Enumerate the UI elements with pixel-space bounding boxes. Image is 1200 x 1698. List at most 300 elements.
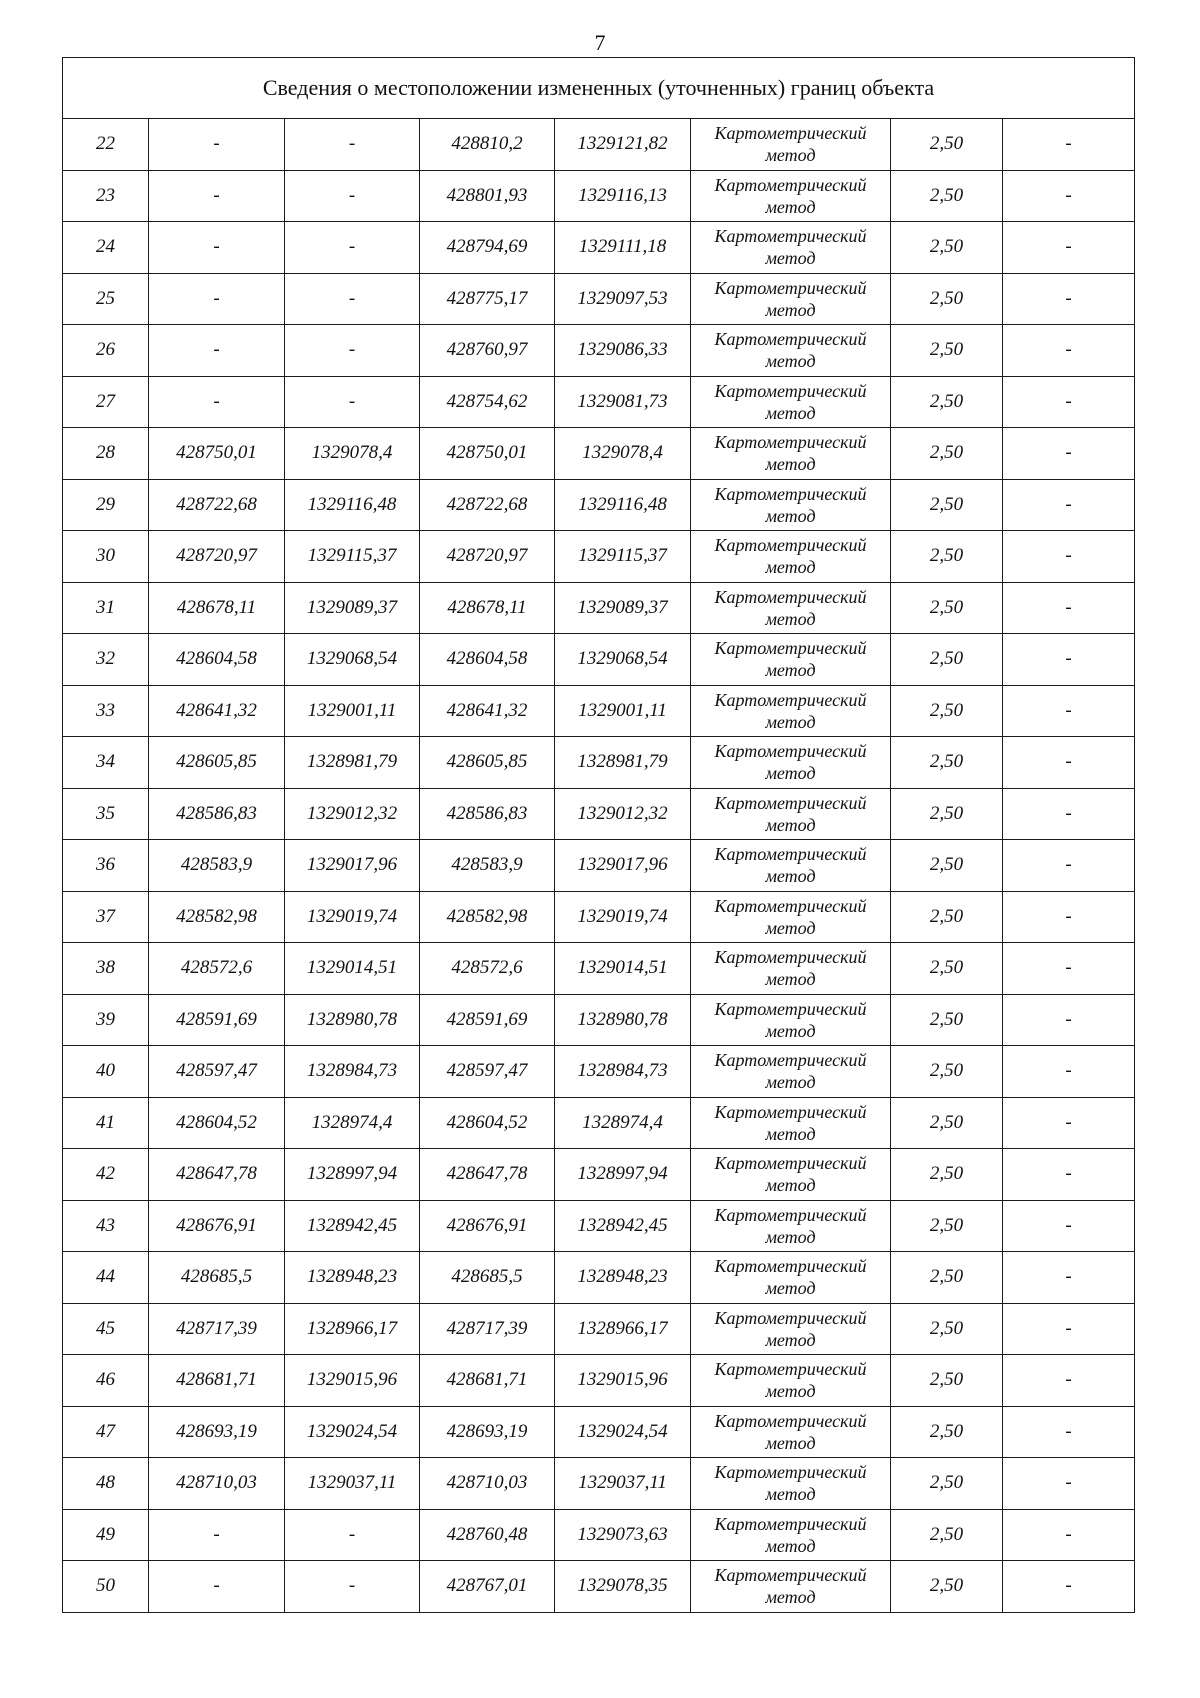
- existing-y-cell: -: [285, 325, 420, 377]
- refined-y-cell: 1329121,82: [555, 119, 691, 171]
- table-row: [63, 531, 1135, 583]
- accuracy-cell: 2,50: [891, 1097, 1003, 1149]
- note-cell: -: [1003, 531, 1135, 583]
- method-label-line1: Картометрический: [714, 638, 867, 659]
- method-cell: [691, 1458, 891, 1510]
- existing-x-cell: 428582,98: [149, 891, 285, 943]
- refined-x-cell: 428810,2: [420, 119, 555, 171]
- accuracy-cell: 2,50: [891, 119, 1003, 171]
- note-cell: -: [1003, 634, 1135, 686]
- note-cell: -: [1003, 1561, 1135, 1613]
- method-label-line2: метод: [765, 711, 816, 732]
- refined-x-cell: 428775,17: [420, 273, 555, 325]
- existing-x-cell: -: [149, 222, 285, 274]
- note-cell: -: [1003, 891, 1135, 943]
- accuracy-cell: 2,50: [891, 788, 1003, 840]
- refined-x-cell: 428605,85: [420, 737, 555, 789]
- method-label-line2: метод: [765, 1484, 816, 1505]
- point-number-cell: 30: [63, 531, 149, 583]
- method-label-line2: метод: [765, 608, 816, 629]
- existing-y-cell: 1329089,37: [285, 582, 420, 634]
- method-label-line2: метод: [765, 351, 816, 372]
- method-cell: [691, 119, 891, 171]
- refined-y-cell: 1329073,63: [555, 1509, 691, 1561]
- method-label-line2: метод: [765, 1020, 816, 1041]
- accuracy-cell: 2,50: [891, 325, 1003, 377]
- method-label-line1: Картометрический: [714, 1101, 867, 1122]
- method-label-line1: Картометрический: [714, 1256, 867, 1277]
- method-cell: [691, 1355, 891, 1407]
- existing-y-cell: 1329017,96: [285, 840, 420, 892]
- existing-y-cell: 1329078,4: [285, 428, 420, 480]
- method-cell: [691, 1406, 891, 1458]
- point-number-cell: 28: [63, 428, 149, 480]
- method-label-line1: Картометрический: [714, 535, 867, 556]
- method-cell: [691, 1097, 891, 1149]
- existing-y-cell: 1329001,11: [285, 685, 420, 737]
- existing-x-cell: 428591,69: [149, 994, 285, 1046]
- refined-x-cell: 428604,58: [420, 634, 555, 686]
- existing-x-cell: 428693,19: [149, 1406, 285, 1458]
- method-label-line1: Картометрический: [714, 1565, 867, 1586]
- existing-x-cell: -: [149, 1509, 285, 1561]
- method-label-line1: Картометрический: [714, 586, 867, 607]
- accuracy-cell: 2,50: [891, 1252, 1003, 1304]
- method-label-line2: метод: [765, 763, 816, 784]
- method-label-line2: метод: [765, 196, 816, 217]
- point-number-cell: 44: [63, 1252, 149, 1304]
- method-cell: [691, 840, 891, 892]
- method-label-line2: метод: [765, 1381, 816, 1402]
- existing-y-cell: 1329115,37: [285, 531, 420, 583]
- method-label-line2: метод: [765, 1072, 816, 1093]
- refined-x-cell: 428767,01: [420, 1561, 555, 1613]
- refined-x-cell: 428685,5: [420, 1252, 555, 1304]
- accuracy-cell: 2,50: [891, 685, 1003, 737]
- existing-y-cell: 1328948,23: [285, 1252, 420, 1304]
- refined-y-cell: 1329089,37: [555, 582, 691, 634]
- accuracy-cell: 2,50: [891, 840, 1003, 892]
- refined-x-cell: 428676,91: [420, 1200, 555, 1252]
- accuracy-cell: 2,50: [891, 222, 1003, 274]
- refined-x-cell: 428760,97: [420, 325, 555, 377]
- method-cell: [691, 685, 891, 737]
- accuracy-cell: 2,50: [891, 170, 1003, 222]
- existing-x-cell: -: [149, 325, 285, 377]
- accuracy-cell: 2,50: [891, 531, 1003, 583]
- existing-x-cell: 428586,83: [149, 788, 285, 840]
- existing-y-cell: 1329014,51: [285, 943, 420, 995]
- existing-x-cell: -: [149, 119, 285, 171]
- method-label-line2: метод: [765, 917, 816, 938]
- point-number-cell: 45: [63, 1303, 149, 1355]
- method-label-line2: метод: [765, 299, 816, 320]
- point-number-cell: 29: [63, 479, 149, 531]
- existing-y-cell: 1329037,11: [285, 1458, 420, 1510]
- table-row: [63, 1458, 1135, 1510]
- method-label-line1: Картометрический: [714, 792, 867, 813]
- method-label-line1: Картометрический: [714, 741, 867, 762]
- refined-x-cell: 428597,47: [420, 1046, 555, 1098]
- note-cell: -: [1003, 1097, 1135, 1149]
- existing-y-cell: 1329024,54: [285, 1406, 420, 1458]
- refined-x-cell: 428572,6: [420, 943, 555, 995]
- method-label-line1: Картометрический: [714, 174, 867, 195]
- note-cell: -: [1003, 170, 1135, 222]
- refined-y-cell: 1328984,73: [555, 1046, 691, 1098]
- point-number-cell: 33: [63, 685, 149, 737]
- table-row: [63, 1046, 1135, 1098]
- point-number-cell: 43: [63, 1200, 149, 1252]
- method-label-line2: метод: [765, 866, 816, 887]
- method-label-line1: Картометрический: [714, 1307, 867, 1328]
- note-cell: -: [1003, 479, 1135, 531]
- method-label-line1: Картометрический: [714, 432, 867, 453]
- accuracy-cell: 2,50: [891, 428, 1003, 480]
- existing-y-cell: 1328981,79: [285, 737, 420, 789]
- method-cell: [691, 1149, 891, 1201]
- refined-x-cell: 428647,78: [420, 1149, 555, 1201]
- refined-y-cell: 1329015,96: [555, 1355, 691, 1407]
- method-cell: [691, 943, 891, 995]
- accuracy-cell: 2,50: [891, 1149, 1003, 1201]
- point-number-cell: 50: [63, 1561, 149, 1613]
- existing-x-cell: 428717,39: [149, 1303, 285, 1355]
- accuracy-cell: 2,50: [891, 737, 1003, 789]
- existing-y-cell: 1329068,54: [285, 634, 420, 686]
- method-label-line1: Картометрический: [714, 1462, 867, 1483]
- method-label-line1: Картометрический: [714, 689, 867, 710]
- accuracy-cell: 2,50: [891, 582, 1003, 634]
- refined-y-cell: 1329017,96: [555, 840, 691, 892]
- table-row: [63, 1097, 1135, 1149]
- refined-x-cell: 428710,03: [420, 1458, 555, 1510]
- method-label-line1: Картометрический: [714, 1359, 867, 1380]
- note-cell: -: [1003, 1200, 1135, 1252]
- refined-x-cell: 428681,71: [420, 1355, 555, 1407]
- existing-y-cell: 1329019,74: [285, 891, 420, 943]
- refined-y-cell: 1328966,17: [555, 1303, 691, 1355]
- method-label-line2: метод: [765, 1175, 816, 1196]
- table-row: [63, 1509, 1135, 1561]
- existing-x-cell: 428720,97: [149, 531, 285, 583]
- refined-y-cell: 1329037,11: [555, 1458, 691, 1510]
- note-cell: -: [1003, 737, 1135, 789]
- table-row: [63, 1200, 1135, 1252]
- accuracy-cell: 2,50: [891, 376, 1003, 428]
- existing-y-cell: -: [285, 170, 420, 222]
- method-cell: [691, 994, 891, 1046]
- method-label-line1: Картометрический: [714, 1153, 867, 1174]
- existing-x-cell: -: [149, 376, 285, 428]
- method-label-line2: метод: [765, 1123, 816, 1144]
- point-number-cell: 47: [63, 1406, 149, 1458]
- method-label-line2: метод: [765, 248, 816, 269]
- existing-y-cell: -: [285, 376, 420, 428]
- accuracy-cell: 2,50: [891, 273, 1003, 325]
- method-cell: [691, 1252, 891, 1304]
- note-cell: -: [1003, 273, 1135, 325]
- existing-y-cell: -: [285, 119, 420, 171]
- refined-x-cell: 428754,62: [420, 376, 555, 428]
- table-row: [63, 479, 1135, 531]
- note-cell: -: [1003, 1355, 1135, 1407]
- method-cell: [691, 1561, 891, 1613]
- refined-x-cell: 428722,68: [420, 479, 555, 531]
- point-number-cell: 37: [63, 891, 149, 943]
- method-label-line2: метод: [765, 1226, 816, 1247]
- refined-x-cell: 428586,83: [420, 788, 555, 840]
- existing-y-cell: -: [285, 273, 420, 325]
- boundary-coordinates-table: [62, 57, 1135, 1613]
- point-number-cell: 23: [63, 170, 149, 222]
- existing-x-cell: -: [149, 170, 285, 222]
- table-row: [63, 1303, 1135, 1355]
- point-number-cell: 24: [63, 222, 149, 274]
- table-row: [63, 634, 1135, 686]
- method-label-line2: метод: [765, 660, 816, 681]
- method-cell: [691, 737, 891, 789]
- method-label-line2: метод: [765, 814, 816, 835]
- note-cell: -: [1003, 1458, 1135, 1510]
- method-label-line2: метод: [765, 557, 816, 578]
- existing-y-cell: 1328966,17: [285, 1303, 420, 1355]
- refined-y-cell: 1329097,53: [555, 273, 691, 325]
- accuracy-cell: 2,50: [891, 1406, 1003, 1458]
- note-cell: -: [1003, 1406, 1135, 1458]
- refined-x-cell: 428801,93: [420, 170, 555, 222]
- existing-x-cell: 428597,47: [149, 1046, 285, 1098]
- refined-y-cell: 1329014,51: [555, 943, 691, 995]
- accuracy-cell: 2,50: [891, 634, 1003, 686]
- method-label-line1: Картометрический: [714, 277, 867, 298]
- accuracy-cell: 2,50: [891, 1561, 1003, 1613]
- existing-x-cell: 428678,11: [149, 582, 285, 634]
- refined-y-cell: 1329024,54: [555, 1406, 691, 1458]
- refined-x-cell: 428591,69: [420, 994, 555, 1046]
- table-row: [63, 582, 1135, 634]
- table-row: [63, 840, 1135, 892]
- accuracy-cell: 2,50: [891, 891, 1003, 943]
- existing-y-cell: -: [285, 1561, 420, 1613]
- method-label-line2: метод: [765, 1535, 816, 1556]
- method-label-line2: метод: [765, 1278, 816, 1299]
- table-row: [63, 1252, 1135, 1304]
- existing-y-cell: 1328980,78: [285, 994, 420, 1046]
- accuracy-cell: 2,50: [891, 1303, 1003, 1355]
- table-row: [63, 1561, 1135, 1613]
- point-number-cell: 49: [63, 1509, 149, 1561]
- note-cell: -: [1003, 943, 1135, 995]
- method-label-line2: метод: [765, 1587, 816, 1608]
- point-number-cell: 22: [63, 119, 149, 171]
- existing-x-cell: 428676,91: [149, 1200, 285, 1252]
- refined-x-cell: 428720,97: [420, 531, 555, 583]
- accuracy-cell: 2,50: [891, 1458, 1003, 1510]
- method-label-line2: метод: [765, 505, 816, 526]
- note-cell: -: [1003, 1046, 1135, 1098]
- existing-x-cell: 428722,68: [149, 479, 285, 531]
- point-number-cell: 36: [63, 840, 149, 892]
- table-row: [63, 1355, 1135, 1407]
- refined-y-cell: 1329086,33: [555, 325, 691, 377]
- refined-y-cell: 1328997,94: [555, 1149, 691, 1201]
- point-number-cell: 48: [63, 1458, 149, 1510]
- refined-y-cell: 1329078,4: [555, 428, 691, 480]
- note-cell: -: [1003, 1252, 1135, 1304]
- existing-x-cell: 428641,32: [149, 685, 285, 737]
- note-cell: -: [1003, 222, 1135, 274]
- table-title-row: [63, 58, 1135, 119]
- point-number-cell: 31: [63, 582, 149, 634]
- method-label-line2: метод: [765, 402, 816, 423]
- method-label-line2: метод: [765, 1329, 816, 1350]
- method-cell: [691, 1509, 891, 1561]
- method-cell: [691, 634, 891, 686]
- note-cell: -: [1003, 685, 1135, 737]
- point-number-cell: 26: [63, 325, 149, 377]
- existing-x-cell: 428604,52: [149, 1097, 285, 1149]
- refined-y-cell: 1328981,79: [555, 737, 691, 789]
- note-cell: -: [1003, 840, 1135, 892]
- existing-x-cell: 428583,9: [149, 840, 285, 892]
- refined-x-cell: 428583,9: [420, 840, 555, 892]
- refined-x-cell: 428678,11: [420, 582, 555, 634]
- refined-y-cell: 1329068,54: [555, 634, 691, 686]
- refined-y-cell: 1329116,48: [555, 479, 691, 531]
- refined-x-cell: 428750,01: [420, 428, 555, 480]
- method-label-line1: Картометрический: [714, 895, 867, 916]
- point-number-cell: 40: [63, 1046, 149, 1098]
- method-label-line1: Картометрический: [714, 998, 867, 1019]
- existing-x-cell: 428572,6: [149, 943, 285, 995]
- table-row: [63, 943, 1135, 995]
- refined-y-cell: 1329078,35: [555, 1561, 691, 1613]
- existing-y-cell: 1329012,32: [285, 788, 420, 840]
- table-row: [63, 428, 1135, 480]
- method-label-line1: Картометрический: [714, 1050, 867, 1071]
- point-number-cell: 35: [63, 788, 149, 840]
- note-cell: -: [1003, 582, 1135, 634]
- table-row: [63, 325, 1135, 377]
- existing-x-cell: 428685,5: [149, 1252, 285, 1304]
- refined-x-cell: 428794,69: [420, 222, 555, 274]
- method-cell: [691, 376, 891, 428]
- accuracy-cell: 2,50: [891, 1355, 1003, 1407]
- method-cell: [691, 1303, 891, 1355]
- method-label-line1: Картометрический: [714, 380, 867, 401]
- accuracy-cell: 2,50: [891, 1509, 1003, 1561]
- method-label-line2: метод: [765, 145, 816, 166]
- method-label-line1: Картометрический: [714, 226, 867, 247]
- method-cell: [691, 1200, 891, 1252]
- refined-y-cell: 1329012,32: [555, 788, 691, 840]
- method-label-line2: метод: [765, 454, 816, 475]
- table-row: [63, 685, 1135, 737]
- note-cell: -: [1003, 325, 1135, 377]
- refined-y-cell: 1328974,4: [555, 1097, 691, 1149]
- refined-x-cell: 428604,52: [420, 1097, 555, 1149]
- existing-y-cell: 1328942,45: [285, 1200, 420, 1252]
- existing-x-cell: -: [149, 1561, 285, 1613]
- method-label-line1: Картометрический: [714, 844, 867, 865]
- existing-y-cell: 1329015,96: [285, 1355, 420, 1407]
- method-label-line1: Картометрический: [714, 1513, 867, 1534]
- refined-x-cell: 428582,98: [420, 891, 555, 943]
- accuracy-cell: 2,50: [891, 1200, 1003, 1252]
- table-title: Сведения о местоположении измененных (уточненных) границ объекта: [63, 58, 1135, 119]
- method-cell: [691, 170, 891, 222]
- refined-y-cell: 1329081,73: [555, 376, 691, 428]
- existing-y-cell: -: [285, 222, 420, 274]
- accuracy-cell: 2,50: [891, 943, 1003, 995]
- refined-y-cell: 1329115,37: [555, 531, 691, 583]
- note-cell: -: [1003, 1303, 1135, 1355]
- method-label-line1: Картометрический: [714, 1204, 867, 1225]
- existing-x-cell: 428750,01: [149, 428, 285, 480]
- method-label-line1: Картометрический: [714, 483, 867, 504]
- existing-x-cell: 428605,85: [149, 737, 285, 789]
- point-number-cell: 46: [63, 1355, 149, 1407]
- method-cell: [691, 325, 891, 377]
- method-cell: [691, 428, 891, 480]
- refined-y-cell: 1328942,45: [555, 1200, 691, 1252]
- refined-y-cell: 1329019,74: [555, 891, 691, 943]
- point-number-cell: 42: [63, 1149, 149, 1201]
- refined-y-cell: 1328948,23: [555, 1252, 691, 1304]
- point-number-cell: 27: [63, 376, 149, 428]
- point-number-cell: 32: [63, 634, 149, 686]
- method-label-line1: Картометрический: [714, 1410, 867, 1431]
- table-row: [63, 1149, 1135, 1201]
- table-row: [63, 222, 1135, 274]
- method-cell: [691, 788, 891, 840]
- existing-y-cell: 1328984,73: [285, 1046, 420, 1098]
- existing-y-cell: 1328997,94: [285, 1149, 420, 1201]
- point-number-cell: 38: [63, 943, 149, 995]
- accuracy-cell: 2,50: [891, 1046, 1003, 1098]
- table-row: [63, 376, 1135, 428]
- method-label-line1: Картометрический: [714, 123, 867, 144]
- point-number-cell: 25: [63, 273, 149, 325]
- method-cell: [691, 891, 891, 943]
- refined-y-cell: 1329001,11: [555, 685, 691, 737]
- existing-y-cell: 1329116,48: [285, 479, 420, 531]
- note-cell: -: [1003, 1149, 1135, 1201]
- table-row: [63, 170, 1135, 222]
- refined-x-cell: 428641,32: [420, 685, 555, 737]
- method-cell: [691, 531, 891, 583]
- point-number-cell: 39: [63, 994, 149, 1046]
- accuracy-cell: 2,50: [891, 994, 1003, 1046]
- table-row: [63, 1406, 1135, 1458]
- table-row: [63, 788, 1135, 840]
- refined-x-cell: 428760,48: [420, 1509, 555, 1561]
- method-label-line2: метод: [765, 969, 816, 990]
- table-row: [63, 119, 1135, 171]
- note-cell: -: [1003, 119, 1135, 171]
- point-number-cell: 41: [63, 1097, 149, 1149]
- table-row: [63, 273, 1135, 325]
- method-label-line1: Картометрический: [714, 947, 867, 968]
- refined-x-cell: 428717,39: [420, 1303, 555, 1355]
- table-row: [63, 737, 1135, 789]
- method-cell: [691, 1046, 891, 1098]
- existing-x-cell: 428710,03: [149, 1458, 285, 1510]
- note-cell: -: [1003, 788, 1135, 840]
- note-cell: -: [1003, 1509, 1135, 1561]
- method-label-line1: Картометрический: [714, 329, 867, 350]
